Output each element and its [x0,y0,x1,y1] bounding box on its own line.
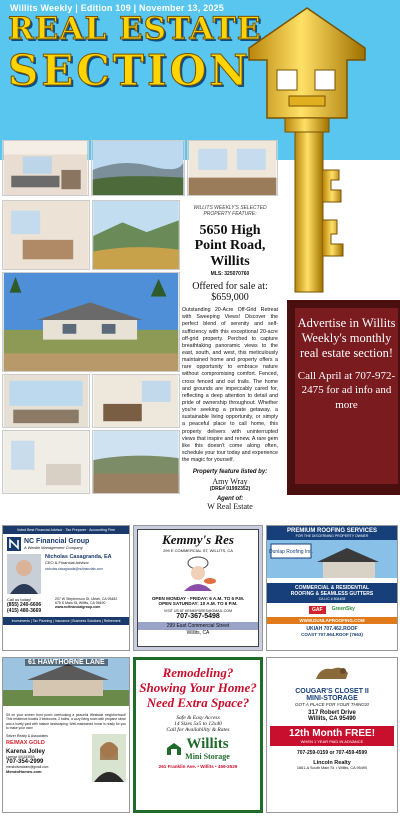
property-address: 5650 High Point Road, Willits [194,223,266,269]
agent-of-label: Agent of: [216,496,244,503]
storage-building-icon [166,742,182,756]
photo-living-room [2,140,89,196]
roofing-logo: Dunlap Roofing Inc. [269,549,313,555]
advertise-headline: Advertise in Willits Weekly's monthly real estate section! [297,316,396,360]
cougar-icon [312,661,352,683]
photo-house-exterior [2,272,180,372]
nc-logo-icon [7,537,21,551]
advertise-box [287,300,400,495]
photo-bathroom [2,430,90,494]
price: $659,000 [211,292,249,304]
feature-label: WILLITS WEEKLY'S SELECTED PROPERTY FEATURE: [193,205,267,217]
property-feature [182,205,278,517]
greensky-badge: GreenSky [331,606,355,612]
ad-cougars-closet: COUGAR'S CLOSET II MINI-STORAGE GOT A PLACE FOR YOUR THINGS! 317 Robert Drive Willits, CA 95490 12th Month FREE! WHEN 1 YEAR PAID IN ADVANCE 707-259-0159 or 707-459-4599 Lincoln Realty 1661-A South Main St. • Willits, CA 95490 [266,657,398,813]
masthead: Willits Weekly | Edition 109 | November 13, 2025 [10,3,224,13]
photo-sunroom [2,374,90,428]
gaf-badge: GAF [309,606,326,614]
listed-by-label: Property feature listed by: [192,469,268,476]
title-line-2: SECTION [8,46,251,95]
mls-number: MLS: 325070760 [210,271,250,278]
remax-logo: RE/MAX GOLD [6,740,45,747]
advisor-photo [7,554,41,594]
agent-dre: (DRE# 01992352) [209,486,251,493]
title-line-1: REAL ESTATE [8,11,262,47]
photo-mountain-view [92,200,180,270]
ad-willits-mini-storage: Remodeling? Showing Your Home? Need Extra Space? Safe & Easy Access 14 Sizes 5x5 to 12x40 Call for Availability & Rates Willits Mini Storage 261 Franklin Ave. • Willits • 459-2529 [133,657,263,813]
property-description: Outstanding 20-Acre Off-Grid Retreat with Sweeping Views! Discover the perfect blend of serenity and self-sufficiency with this exceptional 20-acre off-grid property. Perched to capture breathtaking panoramic views to the east, south, and west, this meticulously maintained home and property offers a rare opportunity to embrace nature without compromising comfort. Fenced, cross fenced and out trails. The home and grounds are impeccably cared for, reflecting a deep attention to detail and pride of ownership throughout. Whether you're seeking a private getaway, a sustainable living opportunity, or simply a peaceful place to call home, this property delivers with uninterrupted views that inspire and renew. A rare gem like this doesn't come along often, schedule your tour today and experience the magic for yourself. [182,307,278,464]
agent-name: Amy Wray [212,477,248,487]
ad-kemmys-res: Kemmy's Res 299 E COMMERCIAL ST, WILLITS, CA OPEN MONDAY - FRIDAY: 6 A.M. TO 6 P.M. OPEN SATURDAY: 10 A.M. TO 6 P.M. VISIT US AT KEMMYSRES@GMAIL.COM 707-367-5498 299 East Commercial Street Willits, CA [133,525,263,651]
ad-nc-financial: Voted Best Financial Advisor · Tax Preparer · Accounting Firm NC Financial Group A Wealth Management Company Nicholas Casagranda, EA CEO & Financial Advisor nicholas.casagranda@ncfinancials.com Call us today! (855) 240-6606 (415) 480-3669 207 W Stephenson St, Ukiah, CA 95482 675 S Main St, Willits, CA 95490 www.ncfinancialgroup.com Investments | Tax Planning | Insurance | Business Solutions | Retirement [2,525,130,651]
photo-valley-view [91,140,185,196]
offer: Offered for sale at: $659,000 [182,281,278,303]
advertise-contact: Call April at 707-972-2475 for ad info and more [297,370,396,411]
photo-dining [92,374,180,428]
photo-deck [92,430,180,494]
photo-kitchen [187,140,278,196]
photo-bedroom [2,200,90,270]
ad-hawthorne-lane: 61 HAWTHORNE LANE Sit on your screen front porch overlooking a peaceful Westside neighborhood! This residence boasts 3 bedrooms, 2 baths, a cozy living room with propane stove and a lovely yard with mature landscaping. Well-maintained home is ready for you to make your own! Selzer Realty & Associates RE/MAX GOLD Karena Jolley License #01183559 707-354-2999 mendolivesteam@gmail.com MendoHomes.com [2,657,130,813]
agency-name: W Real Estate [207,502,253,512]
chef-icon [178,555,218,591]
agent-photo [92,734,126,782]
roofing-house-photo [267,540,397,578]
ad-dunlap-roofing: PREMIUM ROOFING SERVICES FOR THE DISCERNING PROPERTY OWNER Dunlap Roofing Inc. COMMERCIAL & RESIDENTIAL ROOFING & SEAMLESS GUTTERS CA LIC # 804408 GAF GreenSky WWW.DUNLAPROOFING.COM UKIAH 707.462.ROOF COAST 707.964.ROOF (7663) [266,525,398,651]
